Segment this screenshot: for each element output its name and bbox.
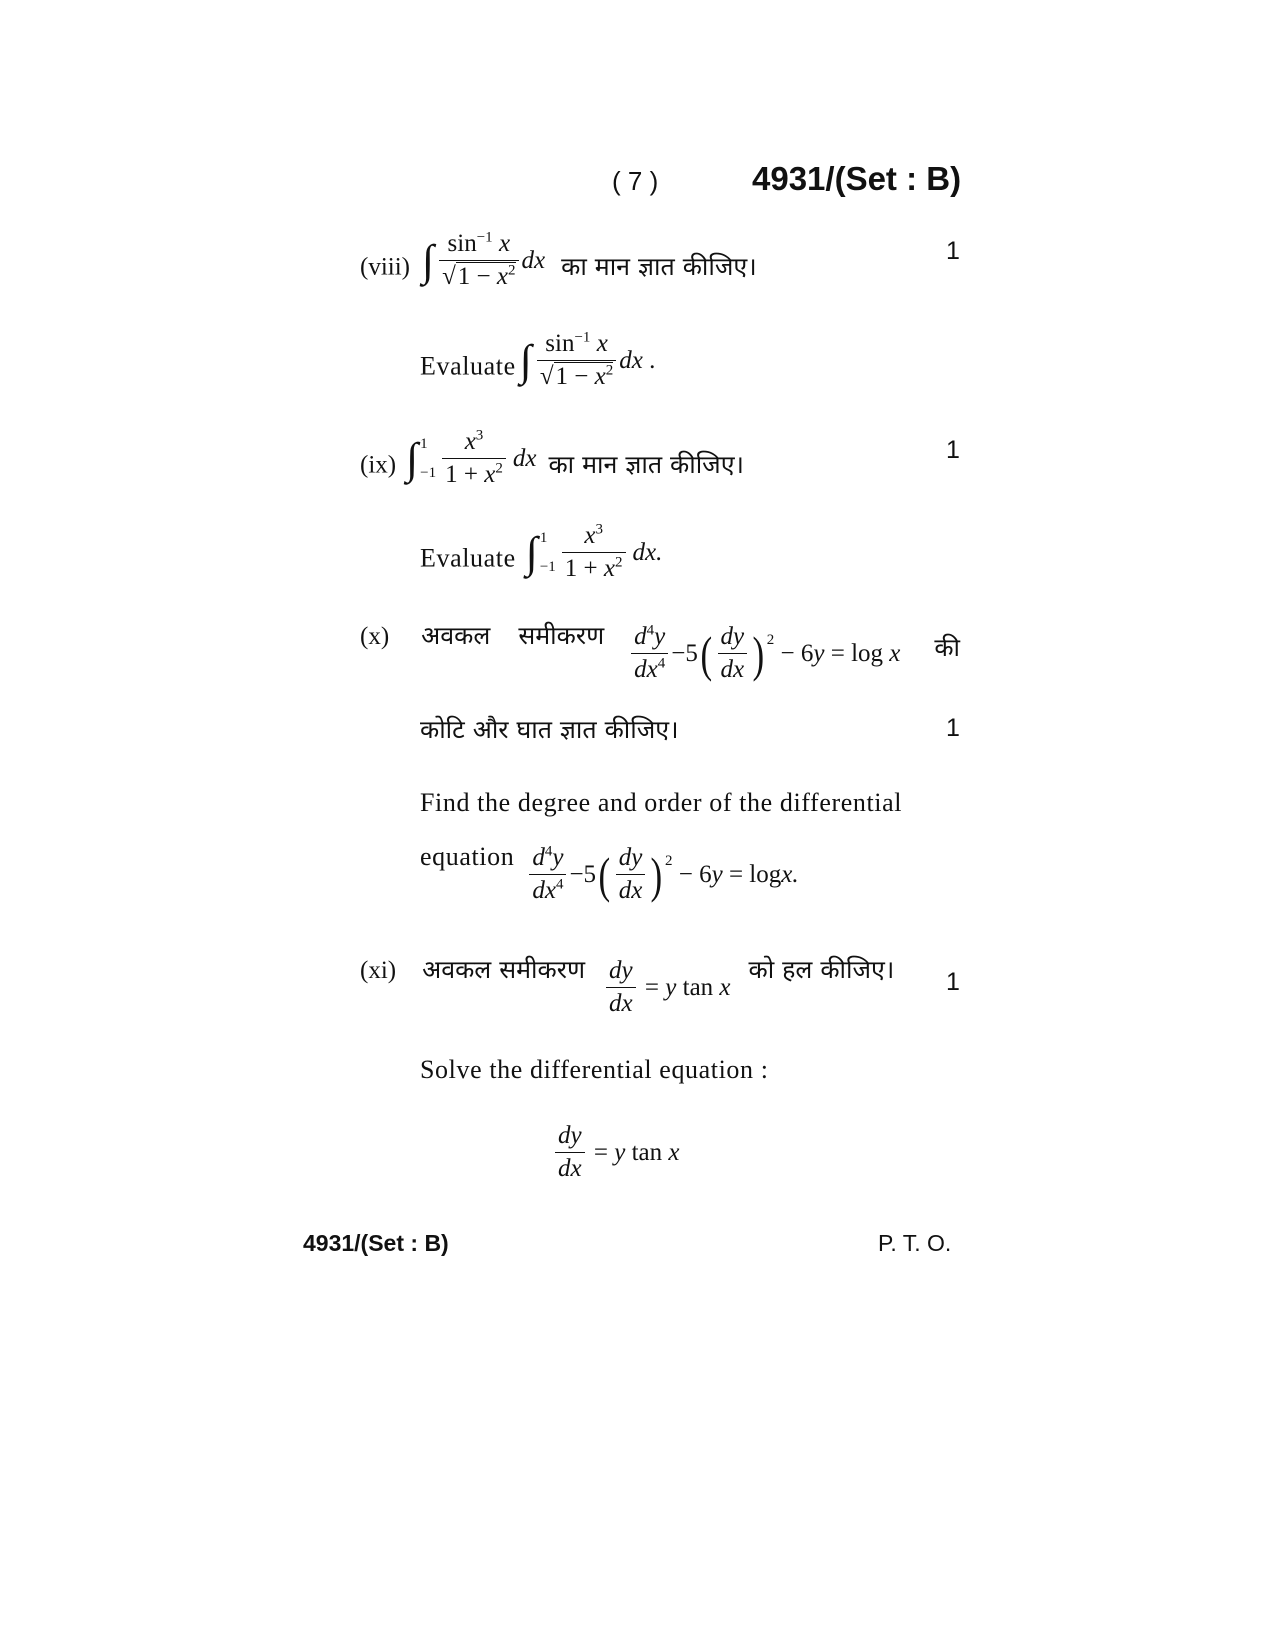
math-expression: $\frac{dy}{dx}$ = y tan x bbox=[552, 1122, 679, 1183]
marks: 1 bbox=[946, 436, 960, 464]
question-viii-english bbox=[420, 330, 655, 391]
question-text-hindi: का मान ज्ञात कीजिए। bbox=[548, 449, 745, 479]
page-number: ( 7 ) bbox=[612, 166, 659, 196]
pto-label: P. T. O. bbox=[878, 1230, 952, 1256]
paper-code-footer: 4931/(Set : B) bbox=[303, 1230, 449, 1256]
math-expression: ∫ $\frac{\sin^{-1} x}{√1 - x^2}$ dx . bbox=[519, 329, 656, 390]
question-text-hindi: समीकरण bbox=[518, 621, 605, 650]
question-ix-english bbox=[420, 522, 662, 583]
question-label: (xi) bbox=[360, 957, 397, 984]
math-expression: ∫ 1 −1 $\frac{x^3}{1 + x^2}$ dx bbox=[406, 427, 537, 488]
marks: 1 bbox=[946, 237, 960, 265]
question-label: (x) bbox=[360, 623, 390, 650]
question-text-english: Evaluate bbox=[420, 351, 516, 381]
question-xi-hindi bbox=[360, 952, 894, 1018]
question-text-hindi: का मान ज्ञात कीजिए। bbox=[561, 251, 757, 281]
question-text-hindi: अवकल समीकरण bbox=[422, 955, 586, 984]
question-x-english bbox=[420, 842, 799, 905]
question-label: (ix) bbox=[360, 451, 397, 479]
question-text-hindi: की bbox=[934, 633, 960, 662]
math-expression: $\frac{d^4y}{dx^4}$ −5 ( $\frac{dy}{dx}$ ) $^2$ − 6 y = log x bbox=[628, 623, 900, 684]
question-text-english: Solve the differential equation : bbox=[420, 1055, 769, 1084]
marks: 1 bbox=[946, 968, 960, 996]
question-text-english: equation bbox=[420, 842, 515, 871]
math-expression: $\frac{d^4y}{dx^4}$ −5 ( $\frac{dy}{dx}$ ) $^2$ − 6 y = log x. bbox=[526, 844, 798, 905]
question-text-hindi: कोटि और घात ज्ञात कीजिए। bbox=[420, 715, 679, 744]
question-text-hindi: को हल कीजिए। bbox=[748, 955, 895, 984]
math-expression: $\frac{dy}{dx}$ = y tan x bbox=[603, 957, 730, 1018]
math-expression: ∫ $\frac{\sin^{-1} x}{√1 - x^2}$ dx bbox=[422, 229, 546, 290]
paper-code-header: 4931/(Set : B) bbox=[752, 160, 962, 197]
math-expression: ∫ 1 −1 $\frac{x^3}{1 + x^2}$ dx. bbox=[525, 521, 663, 582]
question-ix-hindi bbox=[360, 428, 744, 489]
question-label: (viii) bbox=[360, 253, 410, 281]
question-x-hindi bbox=[360, 618, 960, 684]
question-text-english: Find the degree and order of the differential bbox=[420, 788, 903, 817]
marks: 1 bbox=[946, 714, 960, 742]
question-viii-hindi bbox=[360, 230, 757, 291]
question-text-english: Evaluate bbox=[420, 543, 516, 573]
question-text-hindi: अवकल bbox=[421, 621, 491, 650]
